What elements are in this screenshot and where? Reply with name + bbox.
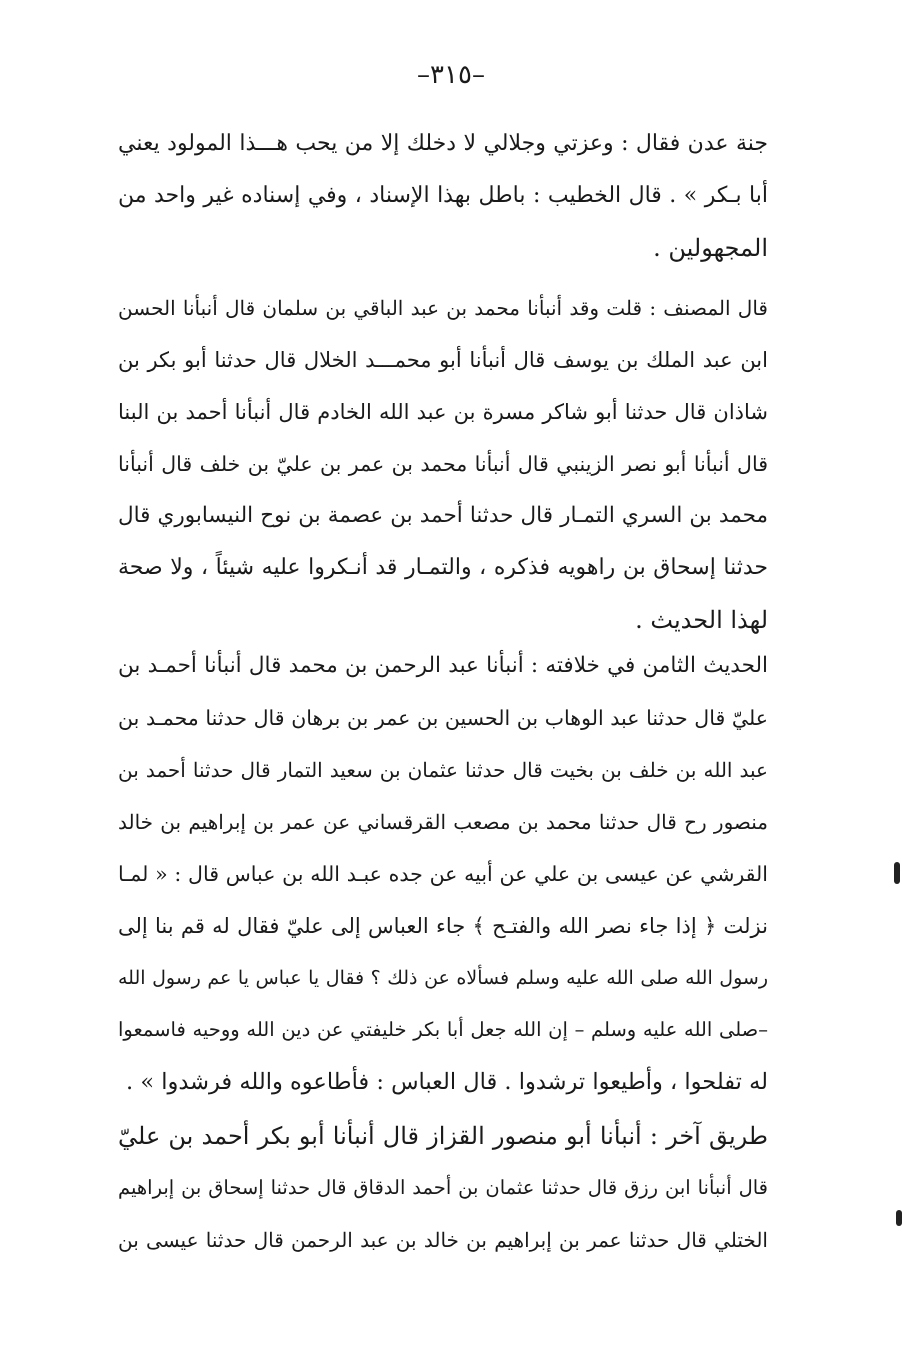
text-line: ابن عبد الملك بن يوسف قال أنبأنا أبو محمـــد الخلال قال حدثنا أبو بكر بن (118, 348, 768, 372)
text-line: شاذان قال حدثنا أبو شاكر مسرة بن عبد الله الخادم قال أنبأنا أحمد بن البنا (118, 400, 768, 424)
text-line: منصور رح قال حدثنا محمد بن مصعب القرقساني عن عمر بن إبراهيم بن خالد (118, 810, 768, 834)
text-line: القرشي عن عيسى بن علي عن أبيه عن جده عبـد الله بن عباس قال : « لمـا (118, 862, 768, 886)
paragraph-1 (118, 118, 768, 274)
text-line: قال أنبأنا أبو نصر الزينبي قال أنبأنا محمد بن عمر بن عليّ بن خلف قال أنبأنا (118, 452, 768, 476)
text-line: نزلت ﴿ إذا جاء نصر الله والفتـح ﴾ جاء العباس إلى عليّ فقال له قم بنا إلى (118, 914, 768, 938)
text-line: أبا بـكر » . قال الخطيب : باطل بهذا الإسناد ، وفي إسناده غير واحد من (118, 183, 768, 208)
text-line: حدثنا إسحاق بن راهويه فذكره ، والتمـار قد أنـكروا عليه شيئاً ، ولا صحة (118, 555, 768, 580)
text-line: الحديث الثامن في خلافته : أنبأنا عبد الرحمن بن محمد قال أنبأنا أحمـد بن (118, 653, 768, 678)
text-line: قال أنبأنا ابن رزق قال حدثنا عثمان بن أحمد الدقاق قال حدثنا إسحاق بن إبراهيم (118, 1176, 768, 1199)
scan-mark (894, 862, 900, 884)
text-line: لهذا الحديث . (635, 606, 768, 634)
paragraph-3 (118, 640, 768, 1108)
text-line: –صلى الله عليه وسلم – إن الله جعل أبا بكر خليفتي عن دين الله ووحيه فاسمعوا (118, 1018, 768, 1041)
text-line: رسول الله صلى الله عليه وسلم فسألاه عن ذلك ؟ فقال يا عباس يا عم رسول الله (118, 967, 768, 989)
paragraph-4 (118, 1110, 768, 1266)
text-line: محمد بن السري التمـار قال حدثنا أحمد بن عصمة بن نوح النيسابوري قال (118, 503, 768, 528)
text-line: قال المصنف : قلت وقد أنبأنا محمد بن عبد الباقي بن سلمان قال أنبأنا الحسن (118, 296, 768, 320)
text-line: جنة عدن فقال : وعزتي وجلالي لا دخلك إلا من يحب هـــذا المولود يعني (118, 131, 768, 156)
page-number: –٣١٥– (417, 60, 485, 90)
text-line: له تفلحوا ، وأطيعوا ترشدوا . قال العباس : فأطاعوه والله فرشدوا » . (126, 1069, 768, 1095)
text-line: المجهولين . (653, 234, 768, 262)
text-line: الختلي قال حدثنا عمر بن إبراهيم بن خالد بن عبد الرحمن قال حدثنا عيسى بن (118, 1228, 768, 1252)
text-line: طريق آخر : أنبأنا أبو منصور القزاز قال أنبأنا أبو بكر أحمد بن عليّ (118, 1122, 768, 1150)
text-line: عليّ قال حدثنا عبد الوهاب بن الحسين بن عمر بن برهان قال حدثنا محمـد بن (118, 706, 768, 730)
text-line: عبد الله بن خلف بن بخيت قال حدثنا عثمان بن سعيد التمار قال حدثنا أحمد بن (118, 758, 768, 782)
paragraph-2 (118, 282, 768, 646)
scan-mark (896, 1210, 902, 1226)
